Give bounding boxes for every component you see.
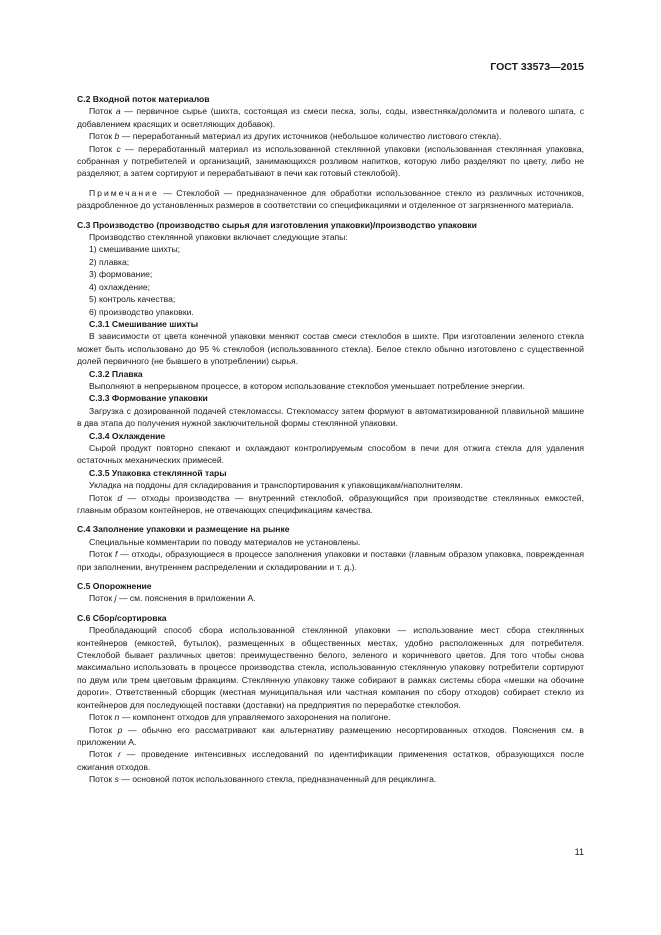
step-item: 2) плавка; — [89, 256, 130, 267]
c4-text: Специальные комментарии по поводу материалов не установлены. — [89, 536, 361, 547]
note-label: Примечание — [89, 187, 159, 198]
note-paragraph: Примечание — Стеклобой — предназначенное для обработки использованное стекло из различных источников, раздробленное до установленных размеров в соответствии со спецификациями и отделенное от загрязненного материала. — [77, 187, 584, 211]
flow-s-paragraph: Поток s — основной поток использованного стекла, предназначенный для рециклинга. — [89, 774, 437, 785]
subsection-c35-text: Укладка на поддоны для складирования и транспортирования к упаковщикам/наполнителям. — [89, 480, 463, 491]
section-c2-title: С.2 Входной поток материалов — [77, 94, 210, 104]
step-item: 4) охлаждение; — [89, 281, 151, 292]
subsection-c32-text: Выполняют в непрерывном процессе, в котором использование стеклобоя уменьшает потребление энергии. — [89, 380, 525, 391]
subsection-c34-title: С.3.4 Охлаждение — [89, 430, 166, 441]
flow-p-paragraph: Поток p — обычно его рассматривают как альтернативу размещению несортированных отходов. Пояснения см. в приложении А. — [77, 724, 584, 747]
section-c5-title: С.5 Опорожнение — [77, 581, 152, 592]
c6-text: Преобладающий способ сбора использованной стеклянной упаковки — использование мест сбора стеклянных контейнеров (емкостей, бутылок), размещенных в общественных местах, удобно расположенных для потребителя. Стеклобой бывает различных цветов: преимущественно белого, зеленого и коричневого цветов. Для того чтобы снова максимально использовать в процессе производства стекла, использованную стеклянную упаковку потребители сортируют по двум или трем цветовым фракциям. Стеклянную упаковку также собирают в рамках системы сбора «мешки на обочине дороги». Ответственный сборщик (местная муниципальная или частная компания по сбору отходов) собирает стекло из контейнеров для последующей поставки (доставки) на предприятия по переработке стеклобоя. — [77, 625, 584, 710]
page-number: 11 — [574, 846, 584, 857]
flow-r-paragraph: Поток r — проведение интенсивных исследований по идентификации применения остатков, образующихся после сжигания отходов. — [77, 749, 584, 772]
subsection-c35-title: С.3.5 Упаковка стеклянной тары — [89, 467, 227, 478]
subsection-c34-text: Сырой продукт повторно спекают и охлаждают контролируемым способом в печи для отжига стекла для удаления остаточных механических примесей. — [77, 442, 584, 466]
subsection-c33-title: С.3.3 Формование упаковки — [89, 393, 208, 404]
flow-d-paragraph: Поток d — отходы производства — внутренний стеклобой, образующийся при производстве стеклянных емкостей, главным образом контейнеров, не отвечающих спецификациям качества. — [77, 492, 584, 515]
flow-n-paragraph: Поток n — компонент отходов для управляемого захоронения на полигоне. — [89, 712, 391, 723]
flow-b-paragraph: Поток b — переработанный материал из других источников (небольшое количество листового стекла). — [89, 131, 502, 142]
subsection-c31-text: В зависимости от цвета конечной упаковки меняют состав смеси стеклобоя в шихте. При изготовлении зеленого стекла может быть использовано до 95 % стеклобоя (использованного стекла). Белое стекло обычно изготовлено с существенной долей первичного (не бывшего в употреблении) сырья. — [77, 331, 584, 367]
section-c6-title: С.6 Сбор/сортировка — [77, 612, 167, 623]
flow-j-paragraph: Поток j — см. пояснения в приложении А. — [89, 593, 256, 604]
flow-c-paragraph: Поток c — переработанный материал из использованной стеклянной упаковки (использованная стеклянная упаковка, собранная у потребителей и организаций, занимающихся розливом напитков, которую либо разделяют по цвету, либо не разделяют, а затем сортируют и перерабатывают в печи как готовый стеклобой). — [77, 143, 584, 179]
c3-intro: Производство стеклянной упаковки включает следующие этапы: — [89, 232, 348, 243]
step-item: 1) смешивание шихты; — [89, 244, 181, 255]
flow-f-paragraph: Поток f — отходы, образующиеся в процессе заполнения упаковки и поставки (главным образом упаковка, поврежденная при заполнении, внутреннем распределении и складировании и т. д.). — [77, 549, 584, 572]
step-item: 3) формование; — [89, 269, 153, 280]
section-c3-title: С.3 Производство (производство сырья для изготовления упаковки)/производство упаковки — [77, 219, 477, 230]
flow-a-paragraph: Поток a — первичное сырье (шихта, состоящая из смеси песка, золы, соды, известняка/доломита и полевого шпата, с добавлением красящих и осветляющих добавок). — [77, 106, 584, 129]
standard-designation: ГОСТ 33573—2015 — [490, 61, 584, 73]
subsection-c32-title: С.3.2 Плавка — [89, 368, 143, 379]
page-content — [77, 93, 584, 786]
subsection-c31-title: С.3.1 Смешивание шихты — [89, 318, 199, 329]
step-item: 6) производство упаковки. — [89, 306, 194, 317]
section-c4-title: С.4 Заполнение упаковки и размещение на рынке — [77, 524, 290, 535]
subsection-c33-text: Загрузка с дозированной подачей стекломассы. Стекломассу затем формуют в автоматизированной плавильной машине в два этапа до получения нужной заключительной формы стеклянной упаковки. — [77, 405, 584, 429]
step-item: 5) контроль качества; — [89, 294, 176, 305]
